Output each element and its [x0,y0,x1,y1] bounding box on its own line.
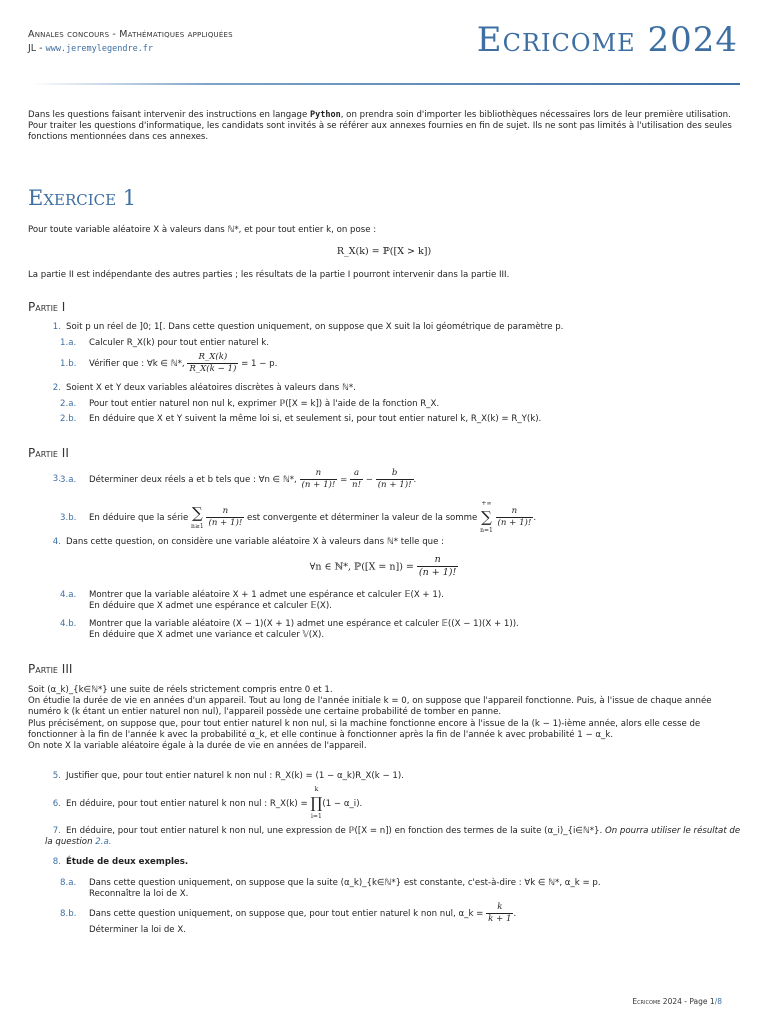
numerator: k [486,902,513,914]
fraction [187,352,238,375]
footer-title: Ecricome 2024 [632,997,682,1006]
question-text: Étude de deux exemples. [66,857,189,867]
question-number: 7. [52,826,61,836]
document-title: Ecricome 2024 [476,20,738,60]
question-number: 4.b. [60,619,77,629]
question-text: Montrer que la variable aléatoire (X − 1)(X + 1) admet une espérance et calculer 𝔼((X − 1)(X + 1)). [89,619,519,629]
law-formula [28,554,740,580]
question-2b [60,414,740,425]
part-3-title: Partie III [28,662,73,676]
course-title: Annales concours - Mathématiques appliquées [28,29,233,40]
page-total: /8 [714,997,722,1006]
intro-paragraph-2: Pour traiter les questions d'informatique, les candidats sont invités à se référer aux annexes fournies en fin de sujet. Ils ne sont pas limités à l'utilisation des seules fonctions mentionnées dans ces annexes. [28,121,732,143]
definition-formula: R_X(k) = ℙ([X > k]) [336,246,432,257]
exercise-statement: Pour toute variable aléatoire X à valeurs dans ℕ*, et pour tout entier k, on pose : [28,225,377,235]
question-7 [45,826,741,848]
sum-index: n≥1 [191,523,204,531]
intro-text: Dans les questions faisant intervenir des instructions en langage [28,110,310,120]
denominator: (n + 1)! [301,480,336,491]
fraction [350,468,363,491]
denominator: R_X(k − 1) [189,364,237,375]
fraction [417,554,458,580]
paragraph: On note X la variable aléatoire égale à la durée de vie en années de l'appareil. [28,740,367,751]
question-number: 1.a. [60,338,77,348]
intro-paragraph-1 [28,110,740,121]
denominator: (n + 1)! [497,518,532,529]
question-number: 1.b. [60,359,77,370]
question-text: En déduire que X admet une variance et calculer 𝕍(X). [89,630,325,641]
fraction [376,468,414,491]
footer-page-label: - Page [681,997,710,1006]
question-text: En déduire, pour tout entier naturel k non nul : R_X(k) = [66,799,308,810]
question-text: Vérifier que : ∀k ∈ ℕ*, [89,359,185,370]
series-sum: ∑ n≥1 [191,503,204,531]
question-text: (1 − α_i). [322,799,363,810]
question-3a: 3.a. Déterminer deux réels a et b tels que : ∀n ∈ ℕ*, $\frac{n}{(n + 1)!}$ = $\frac{a}{n!}$ − $\frac{b}{(n + 1)!}$ . [60,468,417,491]
question-8 [45,857,741,868]
question-number: 2.a. [60,399,77,409]
intro [28,110,740,144]
denominator: (n + 1)! [208,518,243,529]
question-number: 6. [52,799,61,810]
denominator: (n + 1)! [418,567,457,579]
question-1a [60,338,740,349]
page-number: 1 [709,997,715,1006]
question-number: 3.a. [60,475,77,486]
question-8b: 8.b. Dans cette question uniquement, on suppose que, pour tout entier naturel k non nul, α_k = $\frac{k}{k + 1}$ . Déterminer la loi de X. [60,902,517,936]
question-number: 8. [52,857,61,867]
question-text: En déduire que la série [89,513,189,524]
question-number: 1. [52,322,61,332]
numerator: n [417,554,458,567]
question-text: Soient X et Y deux variables aléatoires discrètes à valeurs dans ℕ*. [66,383,356,393]
question-number: 8.a. [60,878,77,888]
part-1-title: Partie I [28,300,66,314]
question-number: 5. [52,771,61,781]
question-text: Reconnaître la loi de X. [89,889,189,900]
header-left [28,29,233,56]
question-4b [60,619,740,641]
question-text: Soit p un réel de ]0; 1[. Dans cette question uniquement, on suppose que X suit la loi géométrique de paramètre p. [66,322,564,332]
numerator: n [300,468,338,480]
separator: - [36,43,46,55]
question-text: Montrer que la variable aléatoire X + 1 admet une espérance et calculer 𝔼(X + 1). [89,590,444,600]
numerator: a [350,468,363,480]
product: k ∏ i=1 [310,786,323,821]
question-number: 3.b. [60,513,77,524]
sum-upper: +∞ [481,500,492,507]
question-1 [45,322,741,333]
author-initials: JL [28,43,37,55]
question-2a [60,399,740,410]
part-2-title: Partie II [28,446,69,460]
numerator: R_X(k) [187,352,238,364]
question-text: Déterminer deux réels a et b tels que : ∀n ∈ ℕ*, [89,475,297,486]
question-text: Dans cette question uniquement, on suppose que, pour tout entier naturel k non nul, α_k = [89,909,484,920]
fraction [300,468,338,491]
question-number: 4. [52,537,61,547]
question-number: 4.a. [60,590,77,600]
question-2 [45,383,741,394]
question-text: En déduire que X et Y suivent la même loi si, et seulement si, pour tout entier naturel k, R_X(k) = R_Y(k). [89,414,542,424]
exercise-title: Exercice 1 [28,186,137,210]
denominator: k + 1 [488,914,512,925]
question-text: En déduire que X admet une espérance et calculer 𝔼(X). [89,601,332,612]
numerator: b [376,468,414,480]
question-number: 3. [52,474,61,484]
website-link[interactable]: www.jeremylegendre.fr [45,44,154,55]
question-5 [45,771,741,782]
fraction [206,506,244,529]
question-text: Dans cette question, on considère une variable aléatoire X à valeurs dans ℕ* telle que : [66,537,445,547]
question-text: est convergente et déterminer la valeur de la somme [247,513,478,524]
paragraph: Plus précisément, on suppose que, pour tout entier naturel k non nul, si la machine fonctionne encore à l'issue de la (k − 1)-ième année, alors elle cesse de fonctionner à la fin de l'année k avec la probabilité α_k, et elle continue à fonctionner après la fin de l'année k avec probabilité 1 − α_k. [28,718,701,740]
numerator: n [496,506,534,518]
hint-text: On pourra utiliser le résultat de la question [45,826,741,848]
formula-text: ∀n ∈ ℕ*, ℙ([X = n]) = [309,561,414,573]
product-lower: i=1 [311,813,322,821]
question-text: Pour tout entier naturel non nul k, exprimer ℙ([X = k]) à l'aide de la fonction R_X. [89,399,440,409]
question-number: 8.b. [60,909,77,920]
numerator: n [206,506,244,518]
series-total: +∞ ∑ n=1 [480,500,493,535]
python-keyword: Python [310,110,341,120]
author-line [28,43,233,55]
denominator: (n + 1)! [377,480,412,491]
question-number: 2.b. [60,414,77,424]
question-8a [60,878,740,900]
question-text: Calculer R_X(k) pour tout entier naturel k. [89,338,269,348]
question-text: = 1 − p. [241,359,278,370]
question-3b: 3.b. En déduire que la série ∑ n≥1 $\frac{n}{(n + 1)!}$ est convergente et déterminer la valeur de la somme +∞ ∑ n=1 $\frac{n}{(n + 1)!}$ . [60,500,537,535]
part-3-intro [28,685,740,752]
denominator: n! [352,480,362,491]
question-text: En déduire, pour tout entier naturel k non nul, une expression de ℙ([X = n]) en fonction des termes de la suite (α_i)_{i∈ℕ*}. [66,826,603,836]
product-upper: k [314,786,319,793]
fraction [486,902,513,925]
question-1b [60,352,740,375]
question-text: Déterminer la loi de X. [89,925,186,936]
question-reference-link[interactable]: 2.a. [95,837,112,848]
question-4 [45,537,741,548]
fraction [496,506,534,529]
header-divider [30,83,740,85]
question-6 [45,786,741,821]
question-text: Dans cette question uniquement, on suppose que la suite (α_k)_{k∈ℕ*} est constante, c'est-à-dire : ∀k ∈ ℕ*, α_k = p. [89,878,601,888]
question-number: 2. [52,383,61,393]
page-footer [632,997,722,1007]
question-text: Justifier que, pour tout entier naturel k non nul : R_X(k) = (1 − α_k)R_X(k − 1). [66,771,404,781]
paragraph: On étudie la durée de vie en années d'un appareil. Tout au long de l'année initiale k = 0, on suppose que l'appareil fonctionne. Puis, à l'issue de chaque année numéro k (k étant un entier naturel non nul), l'appareil possède une certaine probabilité de tomber en panne. [28,696,712,718]
sum-lower: n=1 [480,527,493,535]
paragraph: Soit (α_k)_{k∈ℕ*} une suite de réels strictement compris entre 0 et 1. [28,685,333,695]
question-4a [60,590,740,612]
independence-note: La partie II est indépendante des autres parties ; les résultats de la partie I pourront intervenir dans la partie III. [28,270,510,280]
intro-text: , on prendra soin d'importer les bibliothèques nécessaires lors de leur première utilisation. [340,110,731,120]
